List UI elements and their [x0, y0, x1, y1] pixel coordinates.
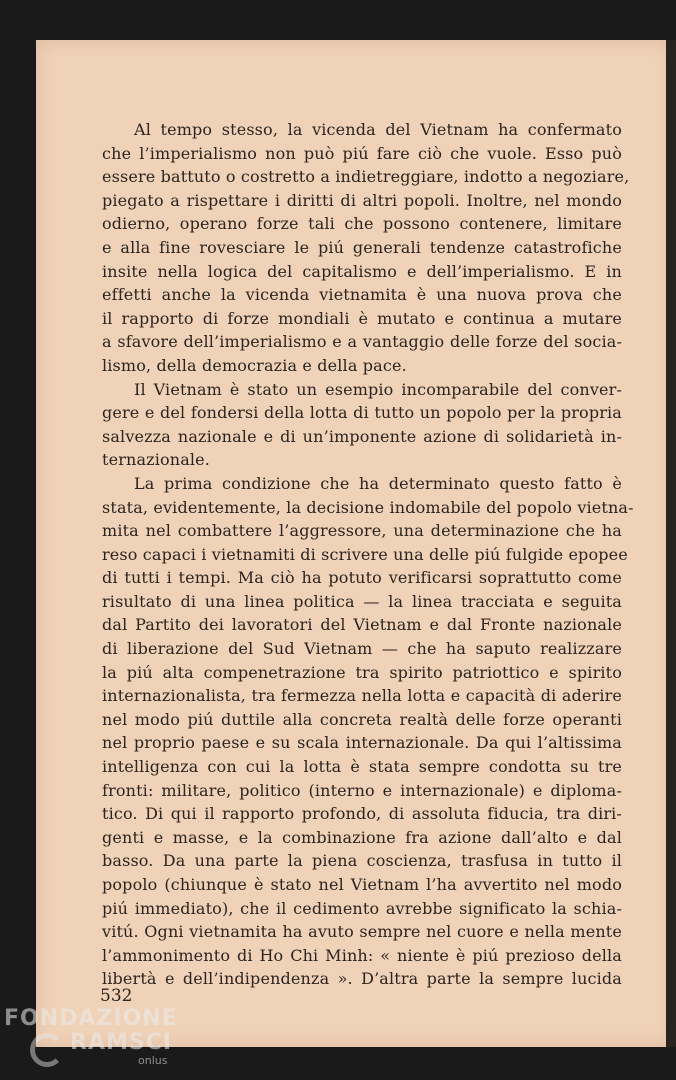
text-line: odierno, operano forze tali che possono contenere, limitare	[102, 214, 622, 234]
text-line: che l’imperialismo non può piú fare ciò che vuole. Esso può	[102, 143, 622, 163]
text-line: dal Partito dei lavoratori del Vietnam e dal Fronte nazionale	[102, 615, 622, 635]
text-line: insite nella logica del capitalismo e dell’imperialismo. E in	[102, 261, 622, 281]
text-line: stata, evidentemente, la decisione indomabile del popolo vietna-	[102, 497, 634, 517]
text-line: internazionalista, tra fermezza nella lotta e capacità di aderire	[102, 686, 622, 706]
text-line: tico. Di qui il rapporto profondo, di assoluta fiducia, tra diri-	[102, 804, 622, 824]
text-line: salvezza nazionale e di un’imponente azione di solidarietà in-	[102, 426, 622, 446]
text-line: essere battuto o costretto a indietreggiare, indotto a negoziare,	[102, 167, 630, 187]
text-line: il rapporto di forze mondiali è mutato e continua a mutare	[102, 308, 622, 328]
text-line: nel modo piú duttile alla concreta realtà delle forze operanti	[102, 709, 622, 729]
text-line: popolo (chiunque è stato nel Vietnam l’ha avvertito nel modo	[102, 875, 622, 894]
text-line: libertà e dell’indipendenza ». D’altra parte la sempre lucida	[102, 969, 622, 989]
text-line: intelligenza con cui la lotta è stata sempre condotta su tre	[102, 757, 622, 777]
text-line: vitú. Ogni vietnamita ha avuto sempre nel cuore e nella mente	[102, 922, 622, 942]
text-line: mita nel combattere l’aggressore, una determinazione che ha	[102, 521, 622, 541]
text-line: e alla fine rovesciare le piú generali tendenze catastrofiche	[102, 237, 622, 257]
text-line: piú immediato), che il cedimento avrebbe significato la schia-	[102, 898, 622, 918]
text-line: di tutti i tempi. Ma ciò ha potuto verificarsi soprattutto come	[102, 568, 622, 588]
text-line: la piú alta compenetrazione tra spirito patriottico e spirito	[102, 662, 622, 682]
text-line: fronti: militare, politico (interno e internazionale) e diploma-	[102, 780, 622, 800]
text-line: reso capaci i vietnamiti di scrivere una delle piú fulgide epopee	[102, 544, 628, 564]
watermark-onlus: onlus	[138, 1054, 168, 1067]
body-text	[102, 118, 634, 991]
text-line: Il Vietnam è stato un esempio incomparabile del conver-	[134, 379, 622, 399]
text-line: genti e masse, e la combinazione fra azione dall’alto e dal	[102, 827, 622, 847]
text-line: ternazionale.	[102, 450, 211, 470]
text-line: di liberazione del Sud Vietnam — che ha saputo realizzare	[102, 639, 622, 659]
text-line: Al tempo stesso, la vicenda del Vietnam ha confermato	[134, 120, 622, 139]
text-line: piegato a rispettare i diritti di altri popoli. Inoltre, nel mondo	[102, 190, 622, 210]
watermark-gramsci: RAMSCI	[70, 1030, 173, 1055]
text-line: La prima condizione che ha determinato questo fatto è	[134, 473, 622, 493]
text-line: basso. Da una parte la piena coscienza, trasfusa in tutto il	[102, 851, 622, 871]
watermark-g-logo	[30, 1033, 64, 1067]
text-line: risultato di una linea politica — la linea tracciata e seguita	[102, 591, 622, 611]
text-line: gere e del fondersi della lotta di tutto un popolo per la propria	[102, 403, 622, 423]
text-line: a sfavore dell’imperialismo e a vantaggio delle forze del socia-	[102, 332, 622, 352]
text-line: effetti anche la vicenda vietnamita è una nuova prova che	[102, 285, 622, 305]
text-line: l’ammonimento di Ho Chi Minh: « niente è piú prezioso della	[102, 945, 622, 965]
page-edge	[666, 40, 676, 1047]
watermark-fondazione: FONDAZIONE	[4, 1006, 178, 1031]
text-line: lismo, della democrazia e della pace.	[102, 355, 407, 375]
page-number: 532	[100, 986, 133, 1006]
text-line: nel proprio paese e su scala internazionale. Da qui l’altissima	[102, 733, 622, 753]
